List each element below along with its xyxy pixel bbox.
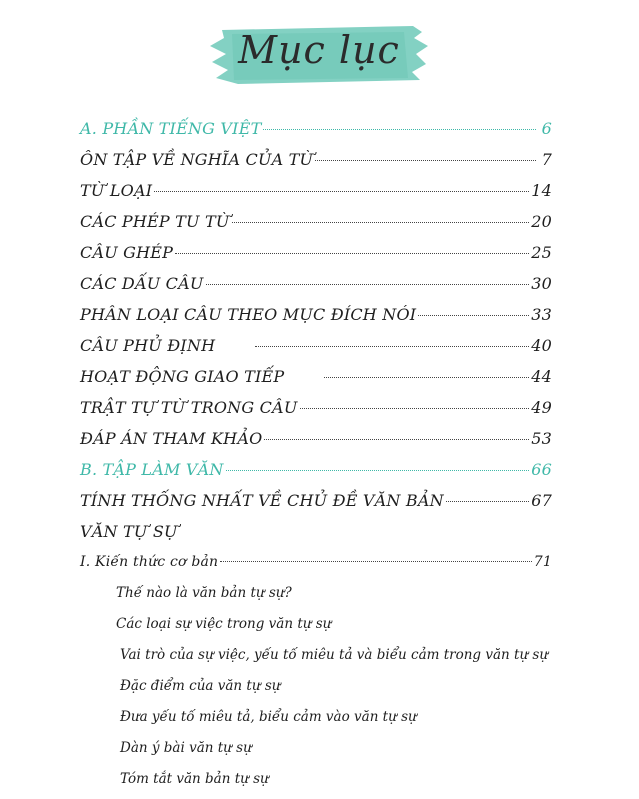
page-title: Mục lục: [238, 28, 400, 72]
leader-dots: [324, 377, 529, 378]
leader-dots: [264, 439, 529, 440]
toc-page-number: 53: [531, 429, 552, 448]
toc-subitem[interactable]: Vai trò của sự việc, yếu tố miêu tả và biểu cảm trong văn tự sự: [120, 647, 549, 663]
toc-page-number: 66: [531, 460, 552, 479]
toc-row[interactable]: [80, 361, 552, 392]
toc-label: A. PHẦN TIẾNG VIỆT: [80, 119, 262, 138]
toc-page-number: 71: [533, 554, 552, 570]
toc-row[interactable]: [80, 330, 552, 361]
leader-dots: [175, 253, 529, 254]
toc-row[interactable]: [80, 547, 552, 578]
toc-page-number: 20: [531, 212, 552, 231]
leader-dots: [255, 346, 529, 347]
toc-label: B. TẬP LÀM VĂN: [80, 460, 224, 479]
leader-dots: [446, 501, 529, 502]
toc-row[interactable]: [80, 268, 552, 299]
toc-heading-row: [80, 516, 552, 547]
leader-dots: [315, 160, 536, 161]
toc-label: I. Kiến thức cơ bản: [80, 554, 219, 570]
toc-page-number: 33: [531, 305, 552, 324]
leader-dots: [263, 129, 536, 130]
toc-subitem[interactable]: Thế nào là văn bản tự sự?: [116, 585, 292, 601]
toc-row[interactable]: [80, 423, 552, 454]
toc-page-number: 14: [531, 181, 552, 200]
leader-dots: [226, 470, 530, 471]
toc-section-row[interactable]: [80, 454, 552, 485]
toc-subitem[interactable]: Đưa yếu tố miêu tả, biểu cảm vào văn tự sự: [120, 709, 417, 725]
leader-dots: [418, 315, 529, 316]
toc-row[interactable]: [80, 144, 552, 175]
toc-page-number: 6: [541, 119, 552, 138]
toc-label: CÂU GHÉP: [80, 243, 174, 262]
toc-row[interactable]: [80, 237, 552, 268]
toc-label: VĂN TỰ SỰ: [80, 522, 178, 541]
toc-subitem[interactable]: Đặc điểm của văn tự sự: [120, 678, 281, 694]
toc-page-number: 30: [531, 274, 552, 293]
toc-row[interactable]: [80, 485, 552, 516]
toc-subitem[interactable]: Các loại sự việc trong văn tự sự: [116, 616, 332, 632]
leader-dots: [300, 408, 530, 409]
leader-dots: [154, 191, 529, 192]
toc-row[interactable]: [80, 206, 552, 237]
title-banner: [208, 20, 430, 90]
toc-page-number: 67: [531, 491, 552, 510]
leader-dots: [220, 561, 532, 562]
toc-subitem[interactable]: Tóm tắt văn bản tự sự: [120, 771, 269, 787]
toc-label: ÔN TẬP VỀ NGHĨA CỦA TỪ: [80, 150, 314, 169]
toc-label: CÂU PHỦ ĐỊNH: [80, 336, 216, 355]
leader-dots: [232, 222, 530, 223]
toc-label: TỪ LOẠI: [80, 181, 153, 200]
toc-row[interactable]: [80, 392, 552, 423]
toc-label: ĐÁP ÁN THAM KHẢO: [80, 429, 263, 448]
toc-row[interactable]: [80, 299, 552, 330]
toc-page-number: 25: [531, 243, 552, 262]
toc-label: CÁC PHÉP TU TỪ: [80, 212, 230, 231]
toc-label: TRẬT TỰ TỪ TRONG CÂU: [80, 398, 298, 417]
toc-page-number: 40: [531, 336, 552, 355]
toc-label: PHÂN LOẠI CÂU THEO MỤC ĐÍCH NÓI: [80, 305, 417, 324]
table-of-contents: [80, 113, 552, 795]
toc-page-number: 49: [531, 398, 552, 417]
leader-dots: [206, 284, 530, 285]
toc-page-number: 44: [531, 367, 552, 386]
toc-section-row[interactable]: [80, 113, 552, 144]
toc-label: CÁC DẤU CÂU: [80, 274, 204, 293]
toc-label: HOẠT ĐỘNG GIAO TIẾP: [80, 367, 285, 386]
toc-label: TÍNH THỐNG NHẤT VỀ CHỦ ĐỀ VĂN BẢN: [80, 491, 444, 510]
toc-page-number: 7: [541, 150, 552, 169]
toc-subitem[interactable]: Dàn ý bài văn tự sự: [120, 740, 252, 756]
toc-row[interactable]: [80, 175, 552, 206]
